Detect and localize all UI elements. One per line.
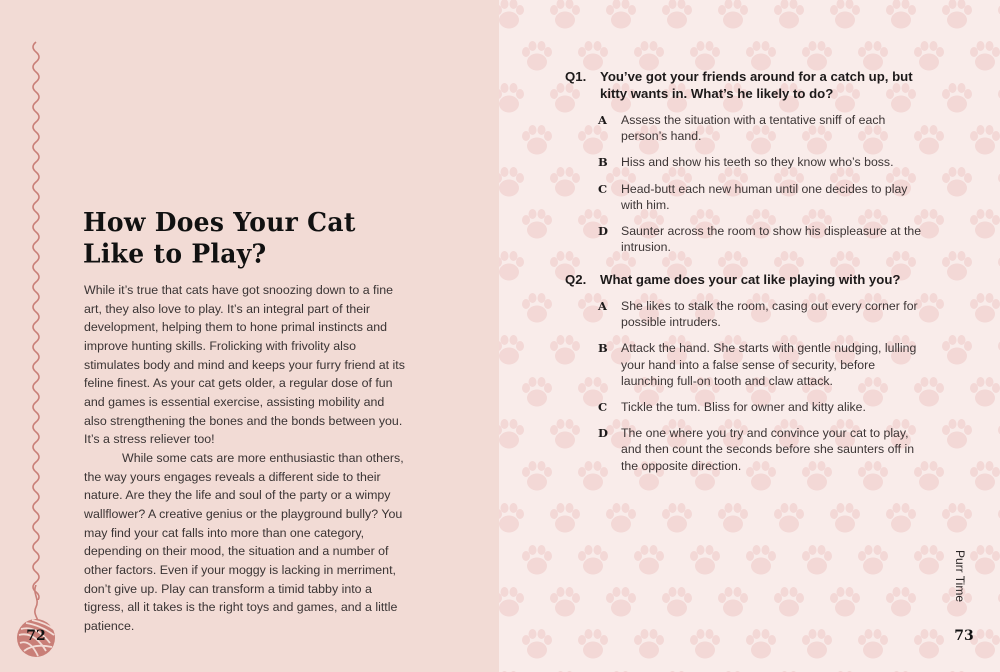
option-text: Attack the hand. She starts with gentle nudging, lulling your hand into a false sense of security, before launching full-on tooth and claw attack.	[621, 341, 917, 388]
left-page	[0, 0, 499, 672]
option-text: Tickle the tum. Bliss for owner and kitty alike.	[621, 400, 866, 415]
option-d	[598, 223, 931, 255]
option-letter: D	[598, 224, 608, 239]
option-text: The one where you try and convince your cat to play, and then count the seconds before she saunters off in the opposite direction.	[621, 426, 915, 473]
question-2	[565, 271, 940, 484]
title-line-1: How Does Your Cat	[83, 207, 356, 238]
option-letter: B	[598, 155, 608, 170]
body-text	[84, 281, 410, 635]
option-text: Head-butt each new human until one decides to play with him.	[621, 181, 908, 212]
yarn-ball-icon	[12, 585, 60, 661]
option-a	[598, 298, 931, 330]
option-letter: A	[598, 113, 607, 127]
running-header: Purr Time	[953, 550, 967, 603]
option-a	[598, 112, 931, 144]
paragraph-2: While some cats are more enthusiastic than others, the way yours engages reveals a different side to their nature. Are they the life and soul of the party or a wimpy wallflower? A creative genius or the playground bully? You may find your cat falls into more than one category, depending on their mood, the situation and a number of other factors. Even if your moggy is lacking in merriment, don’t give up. Play can transform a timid tabby into a tigress, all it takes is the right toys and games, and a little patience.	[84, 450, 404, 633]
question-number: Q1.	[565, 69, 587, 84]
option-c	[598, 181, 931, 213]
option-letter: D	[598, 426, 608, 441]
page-number-left: 72	[26, 628, 46, 644]
options-list	[598, 112, 940, 255]
right-page	[499, 0, 1000, 672]
option-letter: B	[598, 341, 608, 356]
option-letter: C	[598, 181, 608, 196]
title-line-2: Like to Play?	[83, 238, 267, 269]
option-b	[598, 340, 931, 389]
option-letter: A	[598, 299, 607, 313]
question-number: Q2.	[565, 272, 587, 287]
option-letter: C	[598, 400, 608, 415]
option-text: Saunter across the room to show his displeasure at the intrusion.	[621, 224, 922, 255]
option-text: Hiss and show his teeth so they know who’s boss.	[621, 155, 894, 170]
paragraph-1: While it’s true that cats have got snoozing down to a fine art, they also love to play. It’s an integral part of their development, helping them to hone primal instincts and improve hunting skills. Frolicking with frivolity also stimulates body and mind and keeps your furry friend at its feline finest. As your cat gets older, a regular dose of fun and games is essential exercise, assisting mobility and also strengthening the bones and the bonds between you. It’s a stress reliever too!	[84, 283, 405, 447]
option-b	[598, 154, 931, 170]
question-text: What game does your cat like playing with you?	[600, 272, 901, 287]
options-list	[598, 298, 940, 474]
option-text: She likes to stalk the room, casing out every corner for possible intruders.	[621, 299, 918, 330]
question-1	[565, 68, 940, 265]
wavy-string-icon	[26, 40, 46, 600]
question-text: You’ve got your friends around for a catch up, but kitty wants in. What’s he likely to do?	[600, 69, 913, 101]
option-c	[598, 399, 931, 415]
page-number-right: 73	[954, 628, 974, 644]
option-text: Assess the situation with a tentative sniff of each person’s hand.	[621, 113, 886, 144]
page-title	[83, 207, 413, 270]
option-d	[598, 425, 931, 474]
